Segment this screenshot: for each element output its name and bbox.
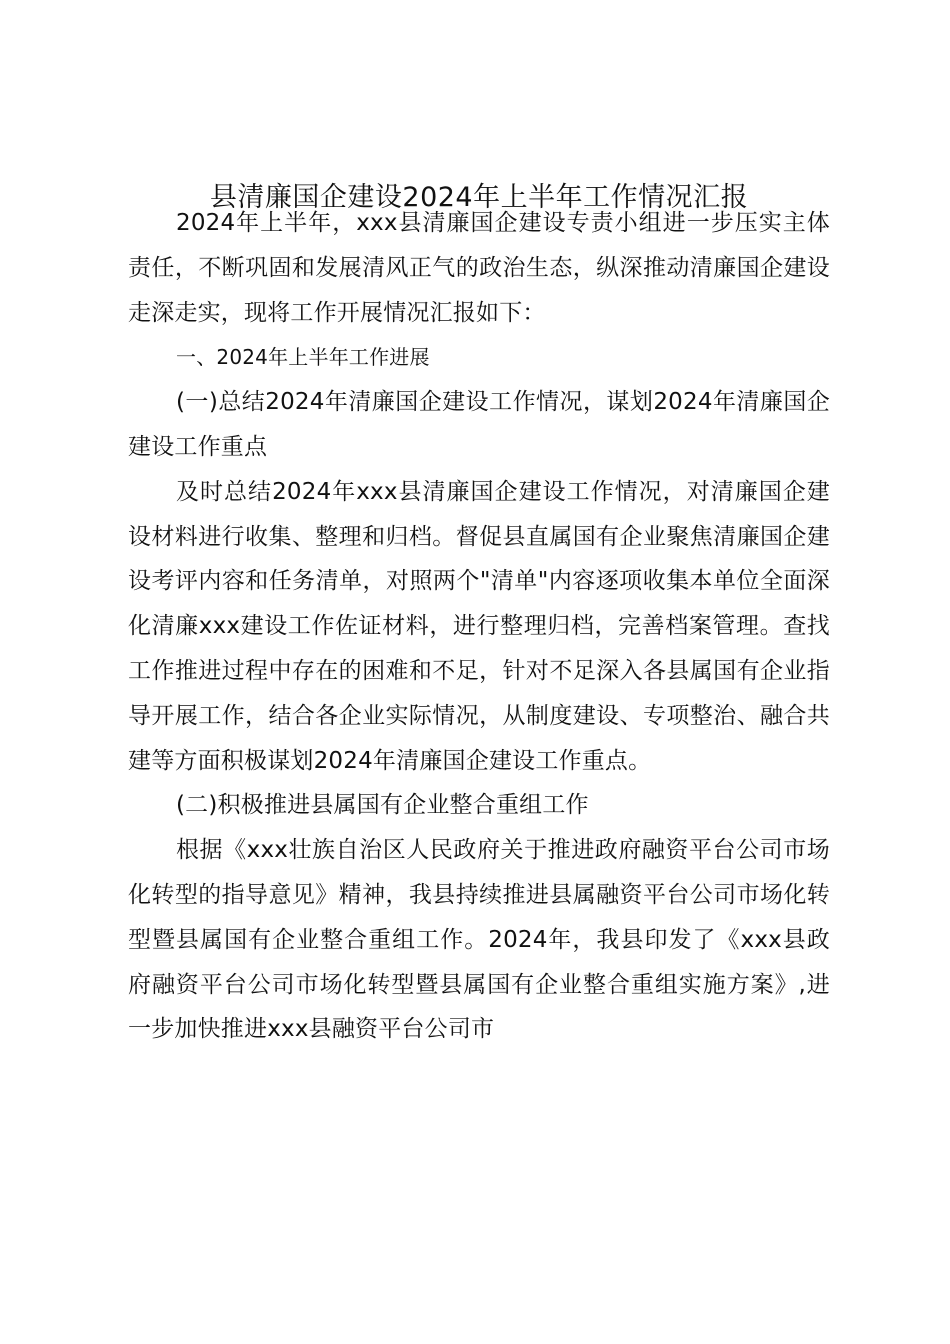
body-paragraph-2: 根据《xxx壮族自治区人民政府关于推进政府融资平台公司市场化转型的指导意见》精神，我县持续推进县属融资平台公司市场化转型暨县属国有企业整合重组工作。2024年，我县印发了《xxx县政府融资平台公司市场化转型暨县属国有企业整合重组实施方案》,进一步加快推进xxx县融资平台公司市 xyxy=(128,837,830,1043)
intro-paragraph: 2024年上半年，xxx县清廉国企建设专责小组进一步压实主体责任，不断巩固和发展清风正气的政治生态，纵深推动清廉国企建设走深走实，现将工作开展情况汇报如下： xyxy=(128,210,830,326)
subsection-heading-1: (一)总结2024年清廉国企建设工作情况，谋划2024年清廉国企建设工作重点 xyxy=(128,389,830,460)
section-heading-1: 一、2024年上半年工作进展 xyxy=(176,345,430,370)
body-paragraph-1: 及时总结2024年xxx县清廉国企建设工作情况，对清廉国企建设材料进行收集、整理和归档。督促县直属国有企业聚焦清廉国企建设考评内容和任务清单，对照两个"清单"内容逐项收集本单位全面深化清廉xxx建设工作佐证材料，进行整理归档，完善档案管理。查找工作推进过程中存在的困难和不足，针对不足深入各县属国有企业指导开展工作，结合各企业实际情况，从制度建设、专项整治、融合共建等方面积极谋划2024年清廉国企建设工作重点。 xyxy=(128,478,830,774)
document-body xyxy=(128,201,830,1052)
subsection-heading-2: (二)积极推进县属国有企业整合重组工作 xyxy=(176,792,589,819)
document-title: 县清廉国企建设2024年上半年工作情况汇报 xyxy=(209,182,749,213)
